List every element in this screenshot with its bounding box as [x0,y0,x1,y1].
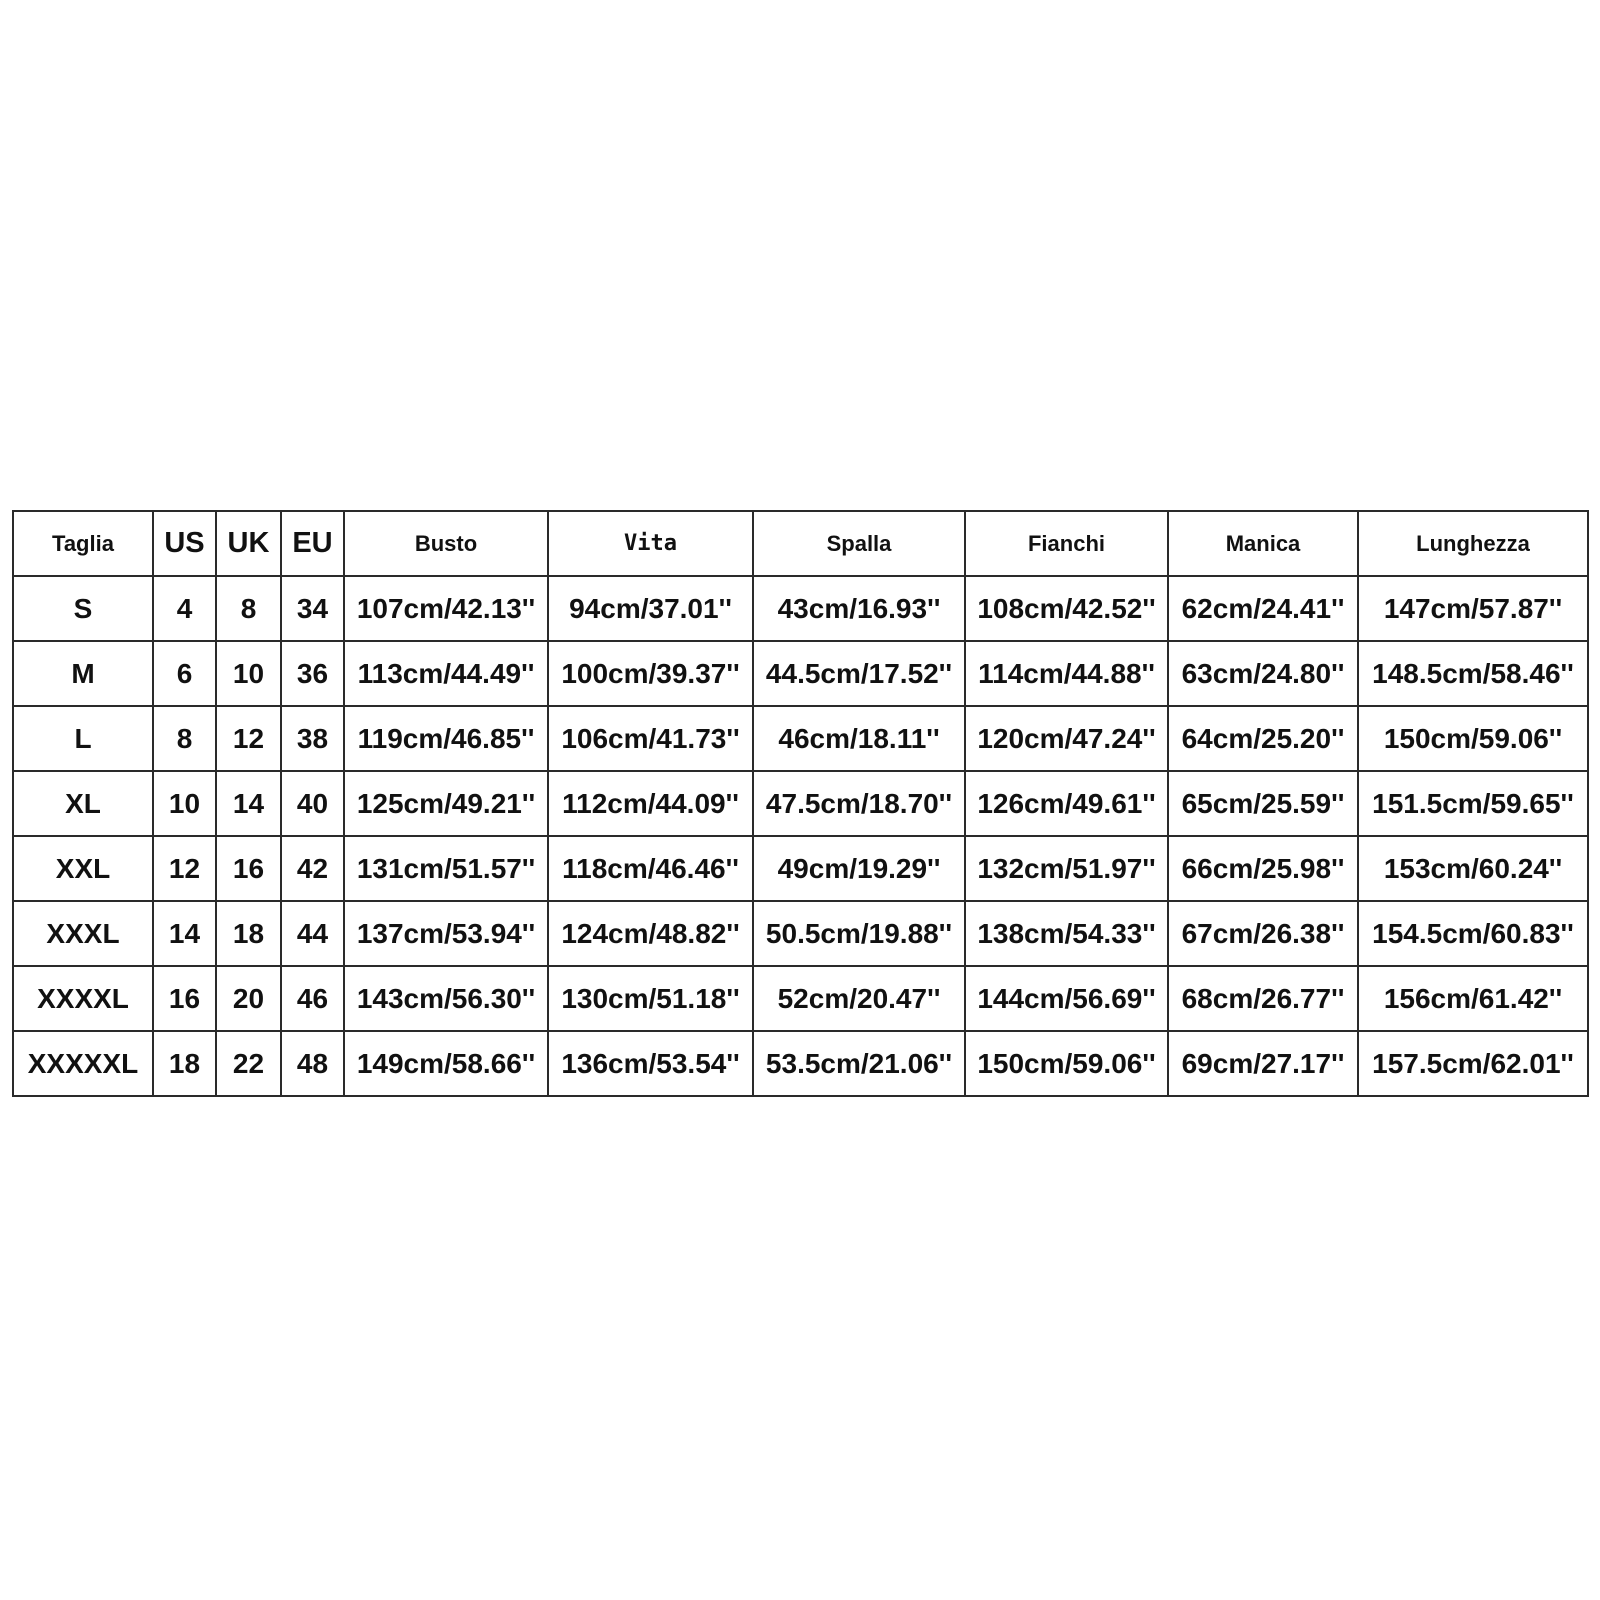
cell-uk: 18 [216,901,281,966]
header-spalla: Spalla [753,511,965,576]
table-row [13,901,1588,966]
cell-eu: 44 [281,901,344,966]
cell-manica: 64cm/25.20'' [1168,706,1358,771]
cell-taglia: XL [13,771,153,836]
cell-manica: 66cm/25.98'' [1168,836,1358,901]
header-taglia: Taglia [13,511,153,576]
cell-eu: 34 [281,576,344,641]
cell-uk: 20 [216,966,281,1031]
cell-fianchi: 132cm/51.97'' [965,836,1168,901]
header-us: US [153,511,216,576]
cell-busto: 149cm/58.66'' [344,1031,548,1096]
header-row [13,511,1588,576]
header-uk: UK [216,511,281,576]
cell-eu: 48 [281,1031,344,1096]
size-chart-table [12,510,1589,1097]
table-row [13,641,1588,706]
cell-uk: 14 [216,771,281,836]
cell-busto: 119cm/46.85'' [344,706,548,771]
cell-eu: 38 [281,706,344,771]
cell-us: 14 [153,901,216,966]
table-row [13,836,1588,901]
cell-spalla: 50.5cm/19.88'' [753,901,965,966]
header-manica: Manica [1168,511,1358,576]
cell-lunghezza: 147cm/57.87'' [1358,576,1588,641]
cell-spalla: 44.5cm/17.52'' [753,641,965,706]
cell-vita: 124cm/48.82'' [548,901,753,966]
cell-eu: 42 [281,836,344,901]
cell-us: 4 [153,576,216,641]
cell-taglia: XXXXL [13,966,153,1031]
cell-busto: 113cm/44.49'' [344,641,548,706]
cell-spalla: 43cm/16.93'' [753,576,965,641]
cell-uk: 16 [216,836,281,901]
cell-manica: 69cm/27.17'' [1168,1031,1358,1096]
cell-uk: 10 [216,641,281,706]
cell-fianchi: 144cm/56.69'' [965,966,1168,1031]
cell-vita: 100cm/39.37'' [548,641,753,706]
cell-spalla: 46cm/18.11'' [753,706,965,771]
cell-eu: 40 [281,771,344,836]
cell-spalla: 49cm/19.29'' [753,836,965,901]
cell-taglia: S [13,576,153,641]
table-row [13,966,1588,1031]
cell-fianchi: 108cm/42.52'' [965,576,1168,641]
table-row [13,771,1588,836]
cell-lunghezza: 154.5cm/60.83'' [1358,901,1588,966]
cell-manica: 65cm/25.59'' [1168,771,1358,836]
cell-us: 18 [153,1031,216,1096]
cell-vita: 130cm/51.18'' [548,966,753,1031]
cell-eu: 46 [281,966,344,1031]
cell-uk: 22 [216,1031,281,1096]
cell-vita: 94cm/37.01'' [548,576,753,641]
cell-lunghezza: 148.5cm/58.46'' [1358,641,1588,706]
cell-busto: 137cm/53.94'' [344,901,548,966]
cell-lunghezza: 150cm/59.06'' [1358,706,1588,771]
cell-fianchi: 120cm/47.24'' [965,706,1168,771]
cell-busto: 125cm/49.21'' [344,771,548,836]
cell-busto: 131cm/51.57'' [344,836,548,901]
cell-manica: 62cm/24.41'' [1168,576,1358,641]
cell-vita: 118cm/46.46'' [548,836,753,901]
header-fianchi: Fianchi [965,511,1168,576]
header-lunghezza: Lunghezza [1358,511,1588,576]
cell-uk: 8 [216,576,281,641]
cell-taglia: L [13,706,153,771]
cell-manica: 67cm/26.38'' [1168,901,1358,966]
cell-busto: 107cm/42.13'' [344,576,548,641]
cell-us: 6 [153,641,216,706]
cell-eu: 36 [281,641,344,706]
cell-lunghezza: 156cm/61.42'' [1358,966,1588,1031]
header-eu: EU [281,511,344,576]
cell-lunghezza: 153cm/60.24'' [1358,836,1588,901]
cell-fianchi: 114cm/44.88'' [965,641,1168,706]
cell-us: 12 [153,836,216,901]
cell-lunghezza: 157.5cm/62.01'' [1358,1031,1588,1096]
cell-vita: 106cm/41.73'' [548,706,753,771]
cell-manica: 68cm/26.77'' [1168,966,1358,1031]
table-row [13,706,1588,771]
cell-us: 10 [153,771,216,836]
cell-uk: 12 [216,706,281,771]
header-vita: Vita [548,511,753,576]
table-row [13,1031,1588,1096]
cell-vita: 136cm/53.54'' [548,1031,753,1096]
cell-fianchi: 138cm/54.33'' [965,901,1168,966]
cell-us: 8 [153,706,216,771]
table-row [13,576,1588,641]
cell-taglia: XXXXXL [13,1031,153,1096]
cell-manica: 63cm/24.80'' [1168,641,1358,706]
cell-fianchi: 126cm/49.61'' [965,771,1168,836]
cell-spalla: 47.5cm/18.70'' [753,771,965,836]
cell-fianchi: 150cm/59.06'' [965,1031,1168,1096]
cell-vita: 112cm/44.09'' [548,771,753,836]
cell-lunghezza: 151.5cm/59.65'' [1358,771,1588,836]
cell-taglia: XXL [13,836,153,901]
cell-busto: 143cm/56.30'' [344,966,548,1031]
cell-spalla: 53.5cm/21.06'' [753,1031,965,1096]
header-busto: Busto [344,511,548,576]
cell-us: 16 [153,966,216,1031]
cell-spalla: 52cm/20.47'' [753,966,965,1031]
cell-taglia: XXXL [13,901,153,966]
table-body [13,576,1588,1096]
cell-taglia: M [13,641,153,706]
